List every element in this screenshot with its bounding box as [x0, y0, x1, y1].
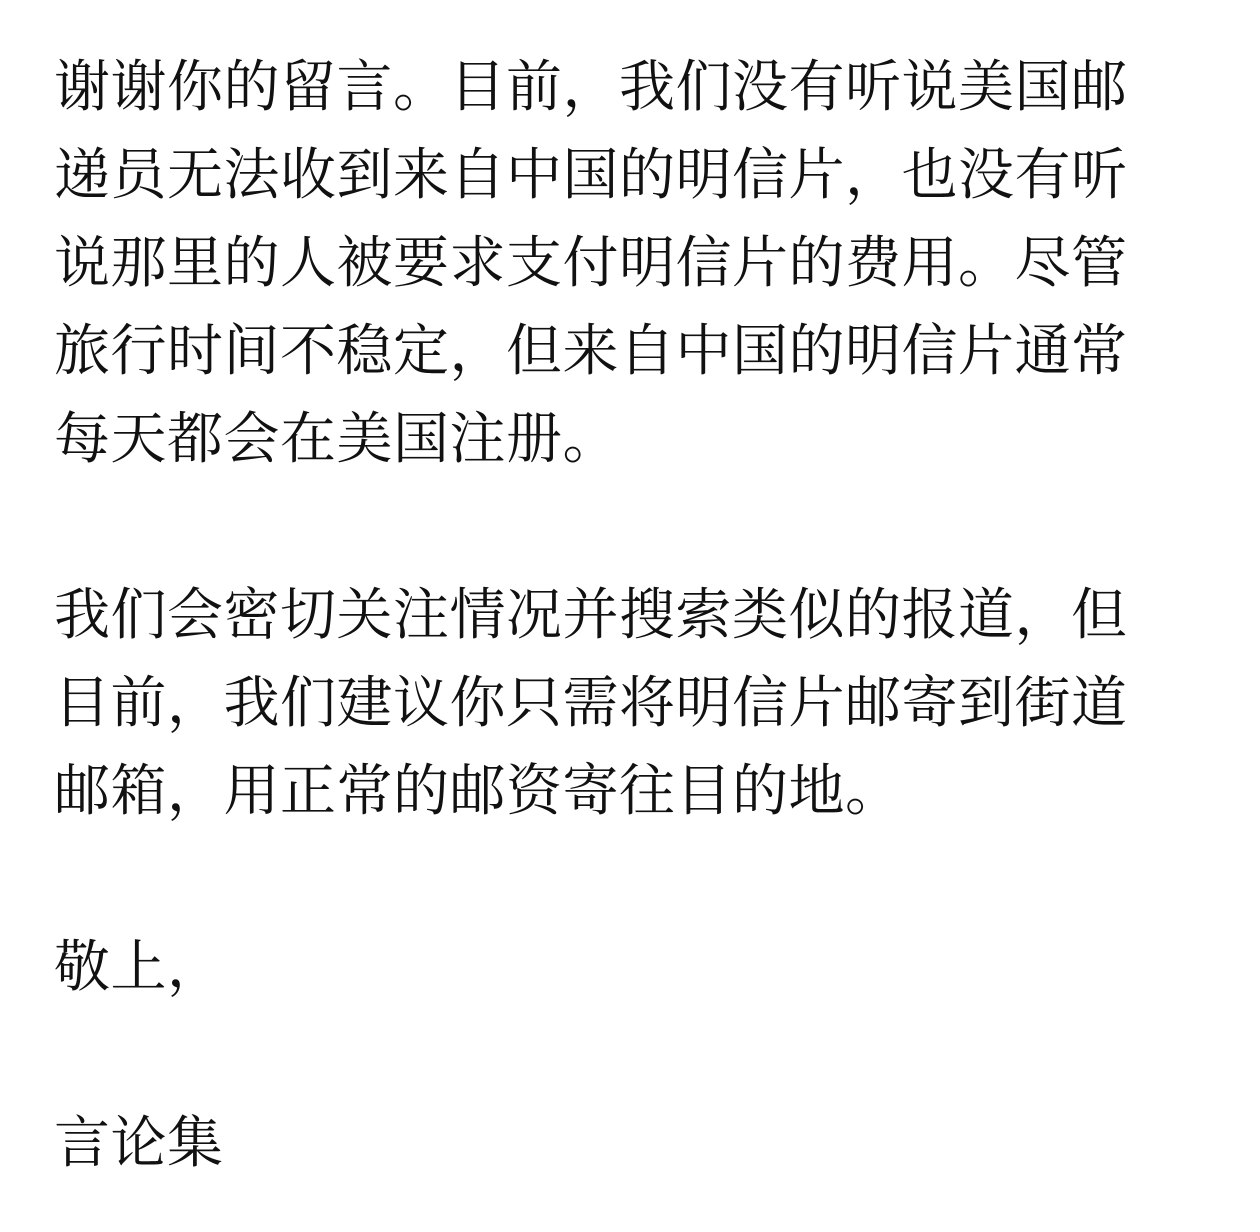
text-line: 目前，我们建议你只需将明信片邮寄到街道 — [54, 671, 1128, 736]
paragraph-spacer — [54, 1012, 1184, 1100]
text-line: 说那里的人被要求支付明信片的费用。尽管 — [54, 231, 1128, 296]
paragraph-spacer — [54, 484, 1184, 572]
signature: 言论集 — [54, 1111, 224, 1176]
text-line: 我们会密切关注情况并搜索类似的报道，但 — [54, 583, 1128, 648]
text-line: 邮箱，用正常的邮资寄往目的地。 — [54, 759, 902, 824]
closing: 敬上， — [54, 935, 224, 1000]
paragraph-spacer — [54, 836, 1184, 924]
text-line: 递员无法收到来自中国的明信片，也没有听 — [54, 143, 1128, 208]
paragraph-2 — [54, 572, 1184, 836]
text-line: 谢谢你的留言。目前，我们没有听说美国邮 — [54, 55, 1128, 120]
paragraph-1 — [54, 44, 1184, 484]
message-body — [54, 44, 1184, 1188]
text-line: 旅行时间不稳定，但来自中国的明信片通常 — [54, 319, 1128, 384]
text-line: 每天都会在美国注册。 — [54, 407, 619, 472]
